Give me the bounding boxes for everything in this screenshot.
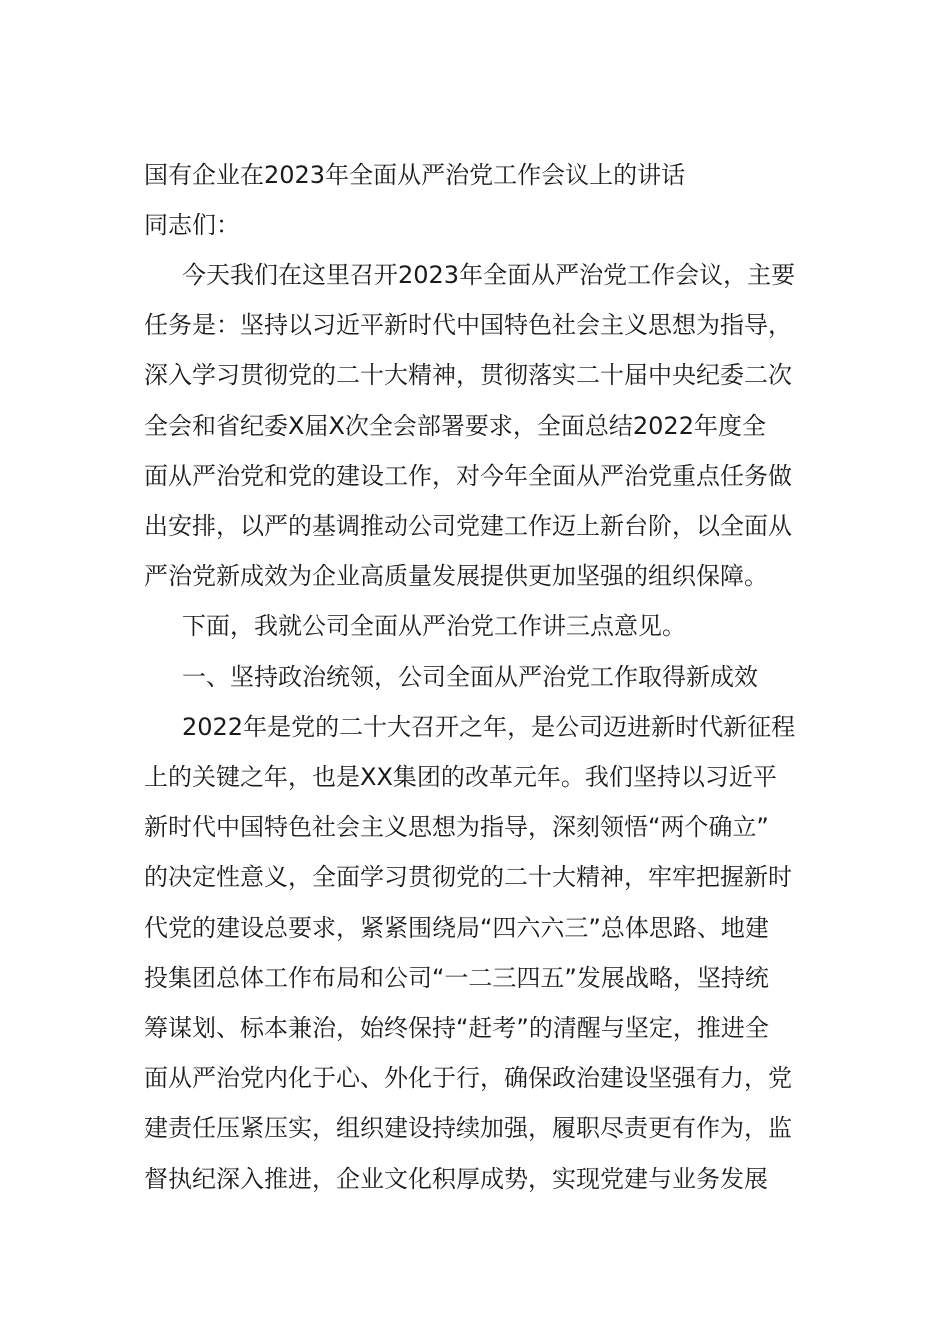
text-line: 面从严治党和党的建设工作，对今年全面从严治党重点任务做 [144,461,792,490]
text-line: 面从严治党内化于心、外化于行，确保政治建设坚强有力，党 [144,1064,792,1093]
text-line: 代党的建设总要求，紧紧围绕局“四六六三”总体思路、地建 [144,913,769,942]
text-line: 严治党新成效为企业高质量发展提供更加坚强的组织保障。 [144,562,768,591]
document-title: 国有企业在2023年全面从严治党工作会议上的讲话 [144,161,686,189]
paragraph-outline [144,601,804,651]
text-line: 任务是：坚持以习近平新时代中国特色社会主义思想为指导， [144,311,792,340]
text-line: 上的关键之年，也是XX集团的改革元年。我们坚持以习近平 [144,763,777,792]
section-heading-1 [144,652,804,702]
text-line: 今天我们在这里召开2023年全面从严治党工作会议，主要 [182,261,796,289]
text-line: 督执纪深入推进，企业文化积厚成势，实现党建与业务发展 [144,1164,768,1193]
text-line: 2022年是党的二十大召开之年，是公司迈进新时代新征程 [182,712,796,741]
text-line: 全会和省纪委X届X次全会部署要求，全面总结2022年度全 [144,411,766,440]
text-line: 深入学习贯彻党的二十大精神，贯彻落实二十届中央纪委二次 [144,361,792,390]
text-line: 下面，我就公司全面从严治党工作讲三点意见。 [182,612,686,641]
text-line: 投集团总体工作布局和公司“一二三四五”发展战略，坚持统 [144,963,769,992]
document-page [144,150,804,1204]
text-line: 新时代中国特色社会主义思想为指导，深刻领悟“两个确立” [144,813,769,842]
text-line: 一、坚持政治统领，公司全面从严治党工作取得新成效 [182,662,758,691]
paragraph-intro [144,250,804,601]
paragraph-2022-review [144,702,804,1204]
text-line: 建责任压紧压实，组织建设持续加强，履职尽责更有作为，监 [144,1114,792,1143]
text-line: 出安排，以严的基调推动公司党建工作迈上新台阶，以全面从 [144,512,792,541]
text-line: 筹谋划、标本兼治，始终保持“赶考”的清醒与坚定，推进全 [144,1014,769,1043]
salutation: 同志们： [144,211,240,239]
text-line: 的决定性意义，全面学习贯彻党的二十大精神，牢牢把握新时 [144,863,792,892]
